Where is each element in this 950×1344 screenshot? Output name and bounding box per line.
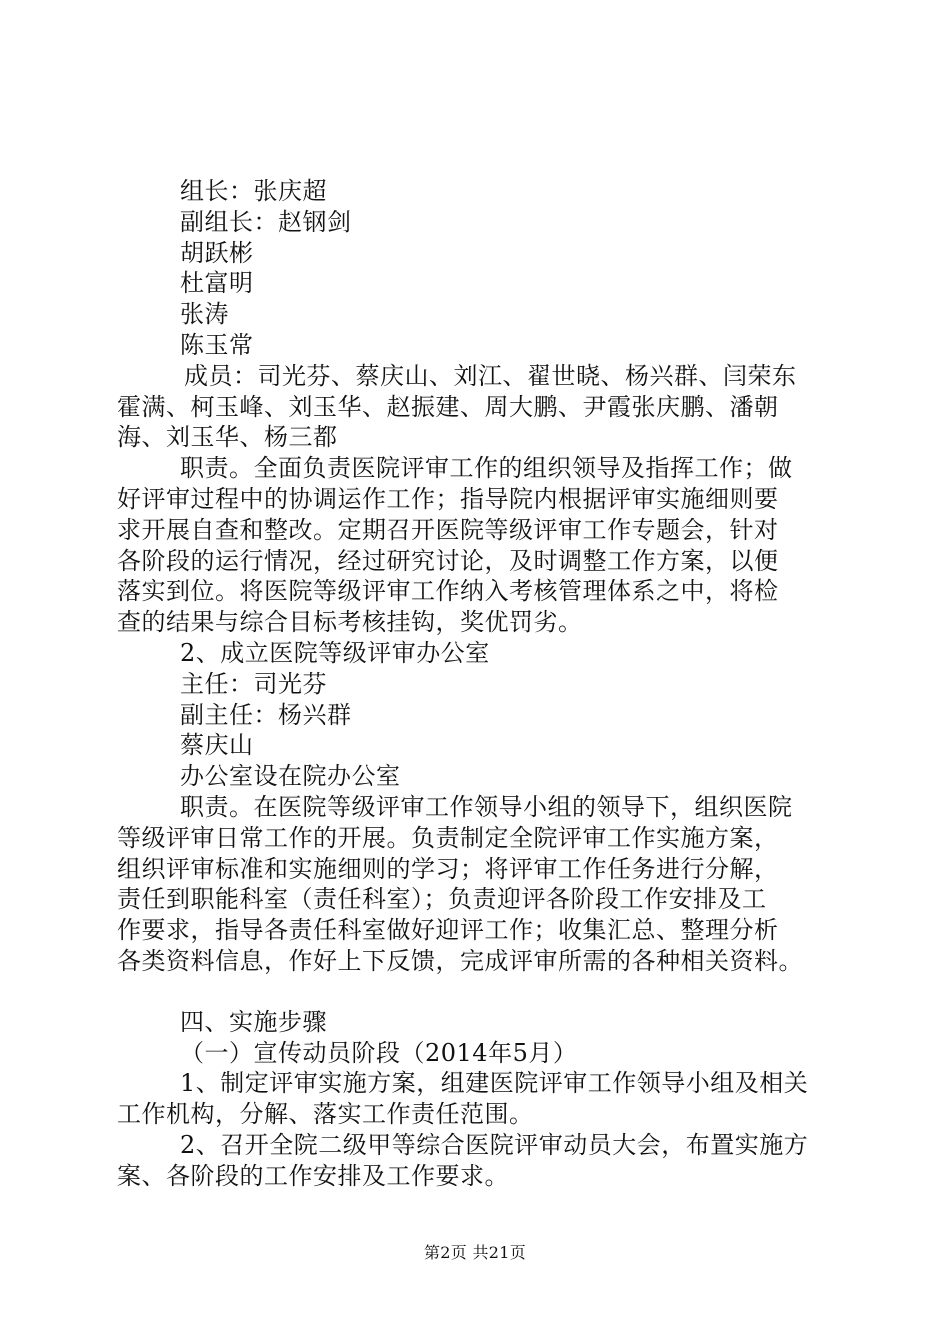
text-line: 工作机构，分解、落实工作责任范围。 [117, 1100, 534, 1129]
paragraph-gap [0, 977, 950, 1007]
text-line: 张涛 [180, 300, 229, 329]
text-line: 案、各阶段的工作安排及工作要求。 [117, 1161, 509, 1190]
text-line: 1、制定评审实施方案，组建医院评审工作领导小组及相关 [180, 1069, 809, 1098]
text-line: 组织评审标准和实施细则的学习；将评审工作任务进行分解， [117, 854, 779, 883]
text-line: 副组长：赵钢剑 [180, 207, 352, 236]
text-line: 求开展自查和整改。定期召开医院等级评审工作专题会，针对 [117, 515, 779, 544]
text-line: 成员：司光芬、蔡庆山、刘江、翟世晓、杨兴群、闫荣东 [184, 361, 797, 390]
section-heading: 四、实施步骤 [180, 1007, 327, 1036]
page-number-footer: 第2页 共21页 [423, 1243, 527, 1262]
text-line: 等级评审日常工作的开展。负责制定全院评审工作实施方案， [117, 823, 779, 852]
text-line: 2、召开全院二级甲等综合医院评审动员大会，布置实施方 [180, 1130, 809, 1159]
text-line: 职责。全面负责医院评审工作的组织领导及指挥工作；做 [180, 454, 793, 483]
text-line: 责任到职能科室（责任科室）；负责迎评各阶段工作安排及工 [117, 885, 767, 914]
text-line: 职责。在医院等级评审工作领导小组的领导下，组织医院 [180, 792, 793, 821]
text-line: 蔡庆山 [180, 731, 254, 760]
text-line: 落实到位。将医院等级评审工作纳入考核管理体系之中，将检 [117, 577, 779, 606]
text-line: 胡跃彬 [180, 238, 254, 267]
text-line: 海、刘玉华、杨三都 [117, 423, 338, 452]
text-line: 查的结果与综合目标考核挂钩，奖优罚劣。 [117, 608, 583, 637]
text-line: 组长：张庆超 [180, 177, 327, 205]
subsection-heading: （一）宣传动员阶段（2014年5月） [180, 1038, 578, 1067]
text-line: 办公室设在院办公室 [180, 762, 401, 791]
text-line: 好评审过程中的协调运作工作；指导院内根据评审实施细则要 [117, 484, 779, 513]
text-line: 各类资料信息，作好上下反馈，完成评审所需的各种相关资料。 [117, 946, 803, 975]
text-line: 主任：司光芬 [180, 669, 327, 698]
text-line: 陈玉常 [180, 330, 254, 359]
text-line: 各阶段的运行情况，经过研究讨论，及时调整工作方案，以便 [117, 546, 779, 575]
text-line: 杜富明 [180, 269, 254, 298]
text-line: 2、成立医院等级评审办公室 [180, 638, 490, 667]
document-body [0, 176, 950, 1192]
text-line: 作要求，指导各责任科室做好迎评工作；收集汇总、整理分析 [117, 916, 779, 945]
text-line: 副主任：杨兴群 [180, 700, 352, 729]
text-line: 霍满、柯玉峰、刘玉华、赵振建、周大鹏、尹霞张庆鹏、潘朝 [117, 392, 779, 421]
